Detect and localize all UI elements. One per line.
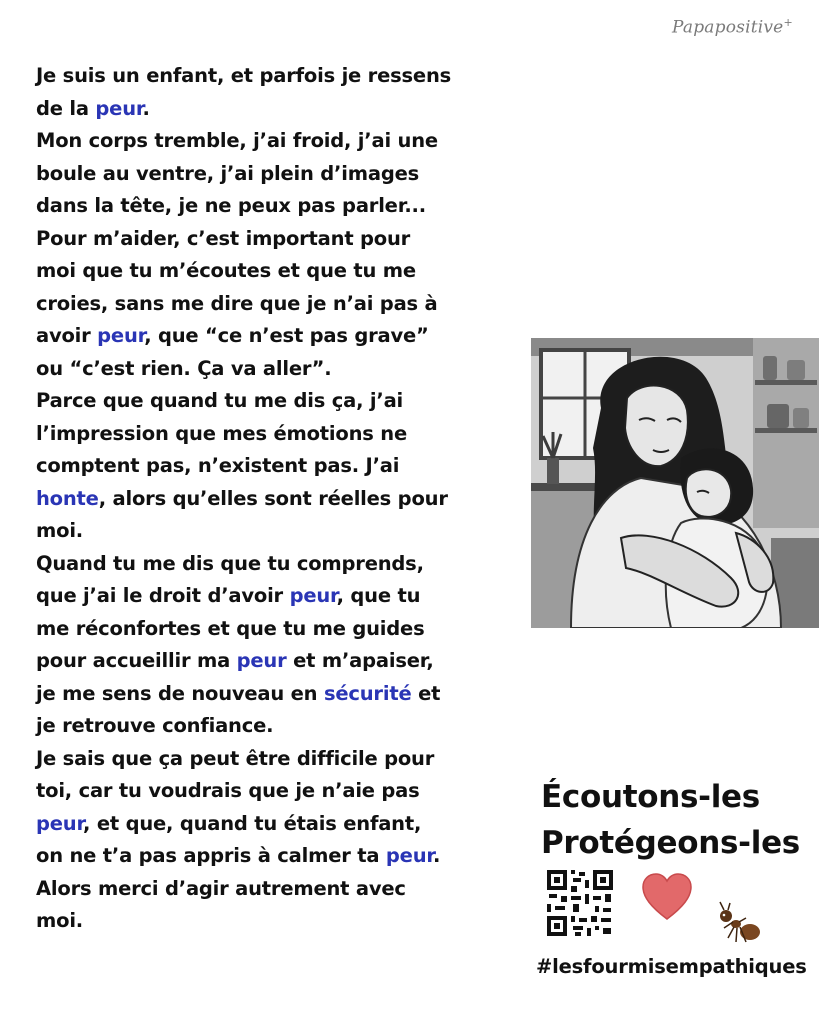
poem-text-segment: Parce que quand tu me dis ça, j’ai — [36, 389, 404, 412]
poem-line — [36, 418, 506, 451]
poem-text-segment: , que “ce n’est pas grave” — [144, 324, 429, 347]
poem-text-segment: pour accueillir ma — [36, 649, 237, 672]
poem-line — [36, 743, 506, 776]
poem-line — [36, 158, 506, 191]
poem-text-segment: je me sens de nouveau en — [36, 681, 324, 705]
poem-text-segment: boule au ventre, j’ai plein d’images — [36, 161, 420, 185]
poem-line — [36, 515, 506, 548]
highlighted-emotion-word: peur — [236, 649, 287, 672]
highlighted-emotion-word: peur — [36, 811, 84, 835]
poem-line — [36, 710, 506, 743]
poem-line — [36, 125, 506, 158]
poem-line — [36, 548, 506, 581]
poem-text-segment: Alors merci d’agir autrement avec — [36, 876, 406, 900]
poem-line — [36, 353, 506, 386]
ant-icon — [712, 900, 762, 946]
slogan — [541, 774, 800, 866]
poem-text-segment: et — [411, 681, 441, 705]
poem-line — [36, 613, 506, 646]
poem-text-segment: croies, sans me dire que je n’ai pas à — [36, 291, 438, 315]
highlighted-emotion-word: sécurité — [323, 681, 412, 705]
poem-text-segment: . — [433, 844, 441, 867]
poem-text-segment: moi. — [36, 909, 84, 932]
poem-text-segment: je retrouve confiance. — [36, 714, 274, 737]
brand-logo — [672, 16, 793, 38]
poem-line — [36, 873, 506, 906]
poem-line — [36, 288, 506, 321]
poem-line — [36, 483, 506, 516]
highlighted-emotion-word: peur — [95, 96, 143, 120]
poem-text-segment: Quand tu me dis que tu comprends, — [36, 551, 424, 575]
highlighted-emotion-word: peur — [97, 324, 145, 347]
brand-mark: + — [783, 16, 793, 29]
heart-icon — [641, 873, 693, 921]
poem-line — [36, 580, 506, 613]
poem-text-segment: l’impression que mes émotions ne — [36, 421, 407, 445]
poem-line — [36, 60, 506, 93]
poem-text-segment: de la — [36, 96, 96, 120]
highlighted-emotion-word: peur — [385, 844, 434, 867]
brand-name: Papapositive — [672, 17, 784, 38]
slogan-line-1: Écoutons-les — [541, 779, 760, 815]
poem-text-segment: Pour m’aider, c’est important pour — [36, 226, 411, 250]
poem-text-segment: Mon corps tremble, j’ai froid, j’ai une — [36, 129, 438, 152]
slogan-line-2: Protégeons-les — [541, 825, 800, 861]
poem-text-segment: moi que tu m’écoutes et que tu me — [36, 259, 416, 282]
poem-line — [36, 840, 506, 873]
poem-line — [36, 645, 506, 678]
mother-hugging-child-illustration — [531, 338, 819, 628]
poem-text-segment: Je sais que ça peut être difficile pour — [36, 746, 435, 770]
poem-text-segment: , alors qu’elles sont réelles pour — [98, 486, 448, 510]
highlighted-emotion-word: peur — [289, 584, 337, 607]
poem-line — [36, 385, 506, 418]
poem-text-segment: et m’apaiser, — [286, 649, 434, 672]
poem-text-segment: ou “c’est rien. Ça va aller”. — [36, 356, 332, 380]
poem-text-segment: avoir — [36, 324, 98, 347]
poem-text-segment: . — [142, 96, 150, 120]
poem-text-segment: que j’ai le droit d’avoir — [36, 584, 290, 607]
poem-line — [36, 93, 506, 126]
poem-line — [36, 678, 506, 711]
poem-line — [36, 223, 506, 256]
highlighted-emotion-word: honte — [36, 486, 99, 510]
poem-text-segment: Je suis un enfant, et parfois je ressens — [36, 64, 452, 87]
poem-line — [36, 450, 506, 483]
poem-line — [36, 190, 506, 223]
poem-line — [36, 808, 506, 841]
poem-text-segment: me réconfortes et que tu me guides — [36, 616, 425, 640]
poem-text-segment: , et que, quand tu étais enfant, — [83, 811, 422, 835]
poem-text-segment: comptent pas, n’existent pas. J’ai — [36, 454, 400, 477]
poem-text-segment: , que tu — [336, 584, 421, 607]
poem-text-segment: toi, car tu voudrais que je n’aie pas — [36, 779, 420, 802]
poem-text-segment: dans la tête, je ne peux pas parler... — [36, 194, 426, 217]
poem-text-segment: moi. — [36, 519, 84, 542]
poem-line — [36, 255, 506, 288]
qr-code-icon — [545, 868, 615, 938]
poem-line — [36, 775, 506, 808]
poem-line — [36, 320, 506, 353]
poem-text-segment: on ne t’a pas appris à calmer ta — [36, 844, 386, 867]
hashtag: #lesfourmisempathiques — [536, 955, 807, 978]
poem-text — [36, 60, 506, 938]
poem-line — [36, 905, 506, 938]
